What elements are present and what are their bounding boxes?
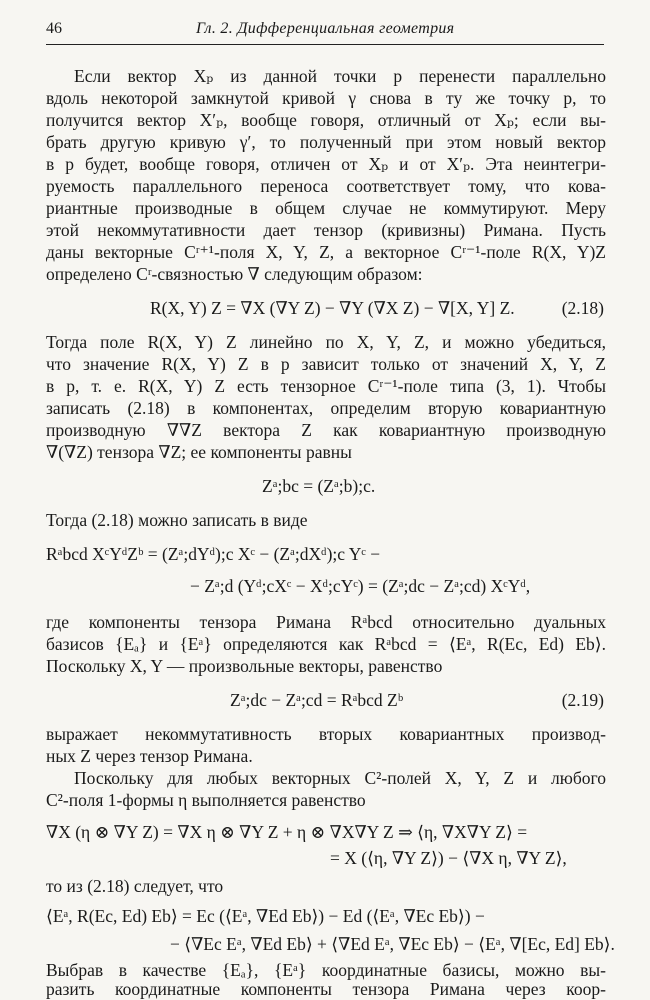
equation-number-2-19: (2.19) bbox=[561, 690, 604, 710]
equation-2-18: R(X, Y) Z = ∇X (∇Y Z) − ∇Y (∇X Z) − ∇[X, Y] Z. bbox=[150, 298, 515, 318]
page-number: 46 bbox=[46, 20, 62, 37]
paragraph-1-line-3: получится вектор X′ₚ, вообще говоря, отличный от Xₚ; если вы- bbox=[46, 110, 606, 130]
paragraph-1-line-8: этой некоммутативности дает тензор (кривизны) Римана. Пусть bbox=[46, 220, 606, 240]
paragraph-1-line-2: вдоль некоторой замкнутой кривой γ снова в ту же точку p, то bbox=[46, 88, 606, 108]
paragraph-8-line-2: разить координатные компоненты тензора Римана через коор- bbox=[46, 979, 606, 999]
paragraph-2-line-4: записать (2.18) в компонентах, определим вторую ковариантную bbox=[46, 398, 606, 418]
paragraph-1-line-10: определено Cʳ-связностью ∇ следующим образом: bbox=[46, 264, 423, 284]
paragraph-8-line-1: Выбрав в качестве {Eₐ}, {Eᵃ} координатные базисы, можно вы- bbox=[46, 960, 606, 980]
paragraph-6-line-1: Поскольку для любых векторных C²-полей X, Y, Z и любого bbox=[74, 768, 606, 788]
paragraph-1-line-5: в p будет, вообще говоря, отличен от Xₚ и от X′ₚ. Эта неинтегри- bbox=[46, 154, 606, 174]
paragraph-2-line-1: Тогда поле R(X, Y) Z линейно по X, Y, Z, и можно убедиться, bbox=[46, 332, 606, 352]
equation-number-2-18: (2.18) bbox=[561, 298, 604, 318]
running-title: Гл. 2. Дифференциальная геометрия bbox=[196, 20, 455, 37]
paragraph-4-line-1: где компоненты тензора Римана Rᵃbcd относительно дуальных bbox=[46, 612, 606, 632]
paragraph-5-line-2: ных Z через тензор Римана. bbox=[46, 746, 253, 766]
paragraph-2-line-5: производную ∇∇Z вектора Z как ковариантную производную bbox=[46, 420, 606, 440]
equation-2-19: Zᵃ;dc − Zᵃ;cd = Rᵃbcd Zᵇ bbox=[230, 690, 404, 710]
equation-riemann-line-1: ⟨Eᵃ, R(Ec, Ed) Eb⟩ = Ec (⟨Eᵃ, ∇Ed Eb⟩) − Ed (⟨Eᵃ, ∇Ec Eb⟩) − bbox=[46, 906, 485, 926]
paragraph-2-line-2: что значение R(X, Y) Z в p зависит только от значений X, Y, Z bbox=[46, 354, 606, 374]
paragraph-7: то из (2.18) следует, что bbox=[46, 876, 224, 896]
paragraph-1-line-1: Если вектор Xₚ из данной точки p перенести параллельно bbox=[74, 66, 606, 86]
equation-riemann-line-2: − ⟨∇Ec Eᵃ, ∇Ed Eb⟩ + ⟨∇Ed Eᵃ, ∇Ec Eb⟩ − ⟨Eᵃ, ∇[Ec, Ed] Eb⟩. bbox=[170, 934, 615, 954]
paragraph-1-line-4: брать другую кривую γ′, то полученный при этом новый вектор bbox=[46, 132, 606, 152]
paragraph-5-line-1: выражает некоммутативность вторых ковариантных производ- bbox=[46, 724, 606, 744]
equation-tensor-line-2: = X (⟨η, ∇Y Z⟩) − ⟨∇X η, ∇Y Z⟩, bbox=[330, 848, 567, 868]
paragraph-4-line-3: Поскольку X, Y — произвольные векторы, равенство bbox=[46, 656, 443, 676]
paragraph-2-line-3: в p, т. е. R(X, Y) Z есть тензорное Cʳ⁻¹-поле типа (3, 1). Чтобы bbox=[46, 376, 606, 396]
paragraph-4-line-2: базисов {Eₐ} и {Eᵃ} определяются как Rᵃbcd = ⟨Eᵃ, R(Ec, Ed) Eb⟩. bbox=[46, 634, 606, 654]
paragraph-2-line-6: ∇(∇Z) тензора ∇Z; ее компоненты равны bbox=[46, 442, 352, 462]
equation-tensor-line-1: ∇X (η ⊗ ∇Y Z) = ∇X η ⊗ ∇Y Z + η ⊗ ∇X∇Y Z ⇒ ⟨η, ∇X∇Y Z⟩ = bbox=[46, 822, 528, 842]
paragraph-1-line-9: даны векторные Cʳ⁺¹-поля X, Y, Z, а векторное Cʳ⁻¹-поле R(X, Y)Z bbox=[46, 242, 606, 262]
equation-components-line-2: − Zᵃ;d (Yᵈ;cXᶜ − Xᵈ;cYᶜ) = (Zᵃ;dc − Zᵃ;cd) XᶜYᵈ, bbox=[190, 576, 531, 596]
page-header bbox=[46, 20, 604, 45]
paragraph-6-line-2: C²-поля 1-формы η выполняется равенство bbox=[46, 790, 366, 810]
paragraph-1-line-6: руемость параллельного переноса соответствует тому, что кова- bbox=[46, 176, 606, 196]
paragraph-1-line-7: риантные производные в общем случае не коммутируют. Меру bbox=[46, 198, 606, 218]
paragraph-3: Тогда (2.18) можно записать в виде bbox=[46, 510, 308, 530]
equation-second-derivative: Zᵃ;bc = (Zᵃ;b);c. bbox=[262, 476, 376, 496]
equation-components-line-1: Rᵃbcd XᶜYᵈZᵇ = (Zᵃ;dYᵈ);c Xᶜ − (Zᵃ;dXᵈ);c Yᶜ − bbox=[46, 544, 381, 564]
